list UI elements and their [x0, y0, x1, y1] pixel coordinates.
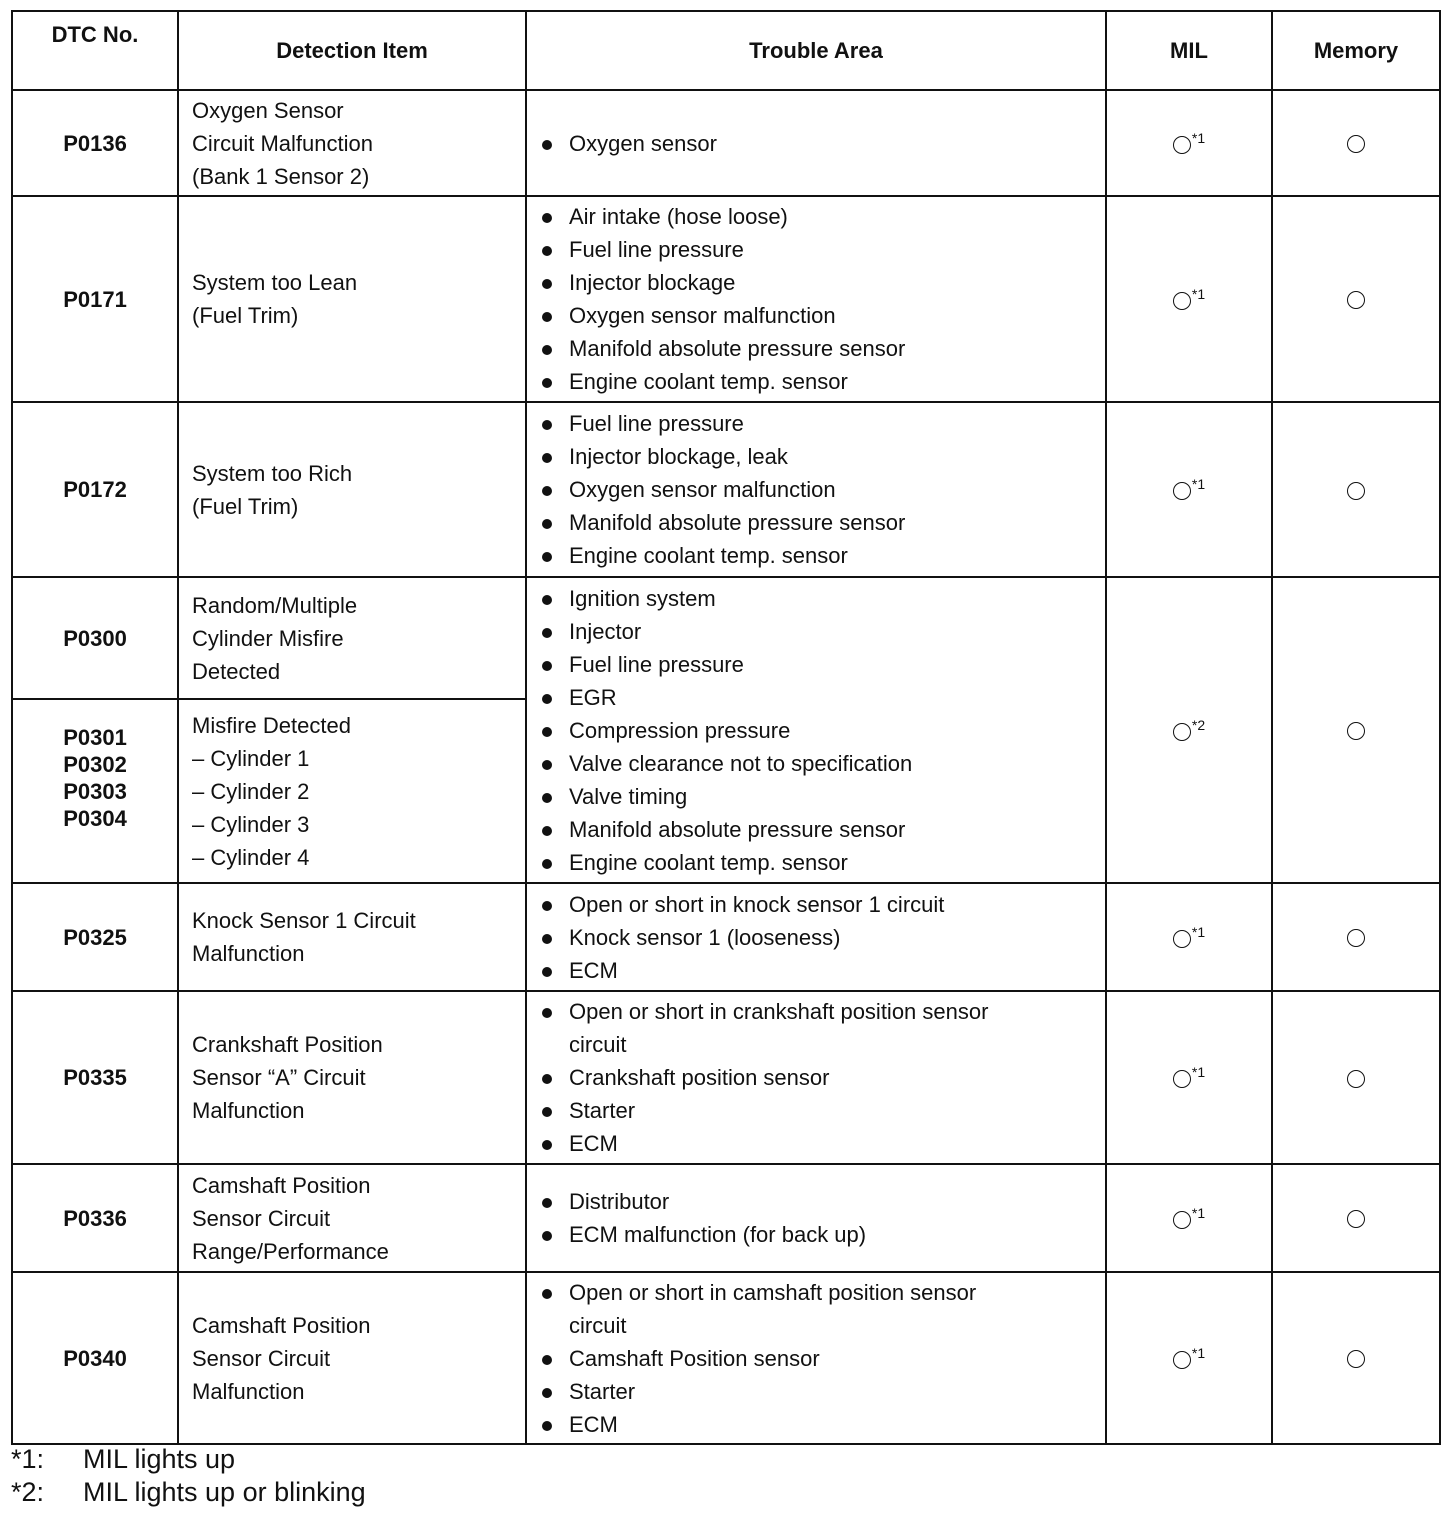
detection-item-cell	[178, 1272, 526, 1444]
table-row	[12, 883, 1440, 991]
trouble-area-item: ECM	[541, 1127, 1105, 1160]
memory-cell	[1272, 1272, 1440, 1444]
dtc-code: P0335	[63, 1065, 127, 1090]
detection-item-line: System too Rich	[192, 460, 353, 486]
mil-footnote-ref: *1	[1191, 1204, 1206, 1221]
trouble-area-item: Engine coolant temp. sensor	[541, 539, 1105, 572]
mil-cell	[1106, 1272, 1272, 1444]
table-row	[12, 196, 1440, 402]
circle-icon	[1347, 1350, 1365, 1368]
trouble-area-item: Injector blockage	[541, 266, 1105, 299]
trouble-area-item: Starter	[541, 1094, 1105, 1127]
mil-footnote-ref: *1	[1191, 285, 1206, 302]
memory-cell	[1272, 991, 1440, 1164]
footnote	[11, 1476, 366, 1509]
memory-cell	[1272, 1164, 1440, 1272]
detection-item-line: Random/Multiple	[192, 592, 358, 618]
dtc-cell	[12, 1164, 178, 1272]
trouble-area-item: ECM	[541, 954, 1105, 987]
detection-item-line: Detected	[192, 658, 281, 684]
footnotes	[11, 1443, 366, 1509]
trouble-area-item: Manifold absolute pressure sensor	[541, 813, 1105, 846]
dtc-cell	[12, 1272, 178, 1444]
mil-cell	[1106, 991, 1272, 1164]
detection-item-line: System too Lean	[192, 270, 358, 295]
circle-icon	[1173, 723, 1191, 741]
mil-footnote-ref: *1	[1191, 1064, 1206, 1080]
trouble-area-item: Open or short in crankshaft position sensor	[541, 995, 1105, 1028]
trouble-area-item: Injector	[541, 615, 1105, 648]
detection-item-cell	[178, 991, 526, 1164]
circle-icon	[1347, 1210, 1365, 1228]
header-dtc: DTC No.	[12, 11, 178, 90]
dtc-cell	[12, 402, 178, 577]
trouble-area-item: Camshaft Position sensor	[541, 1342, 1105, 1375]
trouble-area-item: Knock sensor 1 (looseness)	[541, 921, 1105, 954]
trouble-area-item: Fuel line pressure	[541, 407, 1105, 440]
dtc-code: P0325	[63, 924, 127, 950]
header-mil: MIL	[1106, 11, 1272, 90]
dtc-code: P0171	[63, 286, 127, 312]
trouble-area-cell	[526, 577, 1106, 883]
memory-cell	[1272, 577, 1440, 883]
detection-item-cell	[178, 699, 526, 883]
detection-item-line: Sensor Circuit	[192, 1205, 331, 1231]
header-memory: Memory	[1272, 11, 1440, 90]
trouble-area-item: Oxygen sensor malfunction	[541, 299, 1105, 332]
circle-icon	[1173, 930, 1191, 948]
trouble-area-item-continuation: circuit	[569, 1312, 627, 1338]
trouble-area-item: Starter	[541, 1375, 1105, 1408]
dtc-cell	[12, 90, 178, 196]
detection-item-line: Malfunction	[192, 941, 305, 966]
trouble-area-cell	[526, 1272, 1106, 1444]
trouble-area-item-continuation: circuit	[569, 1032, 627, 1057]
trouble-area-item: Valve timing	[541, 780, 1105, 813]
detection-item-line: (Fuel Trim)	[192, 493, 299, 519]
mil-cell	[1106, 402, 1272, 577]
detection-item-line: (Bank 1 Sensor 2)	[192, 163, 370, 189]
detection-item-line: – Cylinder 2	[192, 778, 310, 804]
trouble-area-cell	[526, 402, 1106, 577]
mil-cell	[1106, 1164, 1272, 1272]
dtc-code: P0340	[63, 1345, 127, 1371]
memory-cell	[1272, 196, 1440, 402]
table-row	[12, 90, 1440, 196]
dtc-code: P0302	[63, 752, 127, 777]
circle-icon	[1173, 1351, 1191, 1369]
dtc-cell	[12, 577, 178, 699]
footnote	[11, 1443, 366, 1476]
circle-icon	[1173, 1211, 1191, 1229]
detection-item-line: – Cylinder 4	[192, 844, 310, 870]
detection-item-cell	[178, 577, 526, 699]
dtc-cell	[12, 883, 178, 991]
trouble-area-item: Crankshaft position sensor	[541, 1061, 1105, 1094]
trouble-area-item: Open or short in knock sensor 1 circuit	[541, 888, 1105, 921]
detection-item-line: Misfire Detected	[192, 712, 351, 738]
circle-icon	[1347, 1070, 1365, 1088]
detection-item-line: Oxygen Sensor	[192, 97, 344, 123]
detection-item-line: – Cylinder 3	[192, 811, 310, 837]
detection-item-line: Sensor Circuit	[192, 1345, 331, 1371]
trouble-area-cell	[526, 883, 1106, 991]
memory-cell	[1272, 883, 1440, 991]
memory-cell	[1272, 90, 1440, 196]
trouble-area-item: ECM	[541, 1408, 1105, 1441]
detection-item-line: Camshaft Position	[192, 1172, 371, 1198]
detection-item-cell	[178, 402, 526, 577]
circle-icon	[1347, 929, 1365, 947]
trouble-area-item: Injector blockage, leak	[541, 440, 1105, 473]
trouble-area-item: Ignition system	[541, 582, 1105, 615]
trouble-area-cell	[526, 90, 1106, 196]
detection-item-cell	[178, 1164, 526, 1272]
footnote-key: *2:	[11, 1477, 45, 1507]
dtc-code: P0303	[63, 779, 127, 804]
footnote-text: MIL lights up	[83, 1444, 236, 1474]
circle-icon	[1347, 291, 1365, 309]
detection-item-line: (Fuel Trim)	[192, 303, 299, 328]
mil-cell	[1106, 577, 1272, 883]
trouble-area-item: Open or short in camshaft position sensor	[541, 1276, 1105, 1309]
trouble-area-cell	[526, 1164, 1106, 1272]
header-detection-item: Detection Item	[178, 11, 526, 90]
detection-item-line: Crankshaft Position	[192, 1032, 383, 1057]
trouble-area-item: ECM malfunction (for back up)	[541, 1218, 1105, 1251]
mil-cell	[1106, 196, 1272, 402]
dtc-code: P0336	[63, 1205, 127, 1231]
table-row	[12, 1164, 1440, 1272]
mil-cell	[1106, 883, 1272, 991]
table-row	[12, 991, 1440, 1164]
mil-footnote-ref: *2	[1191, 716, 1206, 733]
detection-item-cell	[178, 90, 526, 196]
trouble-area-item: Engine coolant temp. sensor	[541, 846, 1105, 879]
table-header-row	[12, 11, 1440, 90]
trouble-area-item: Distributor	[541, 1185, 1105, 1218]
mil-cell	[1106, 90, 1272, 196]
circle-icon	[1173, 482, 1191, 500]
table-row	[12, 402, 1440, 577]
mil-footnote-ref: *1	[1191, 1344, 1206, 1361]
circle-icon	[1347, 482, 1365, 500]
dtc-cell	[12, 699, 178, 883]
trouble-area-item: Engine coolant temp. sensor	[541, 365, 1105, 398]
circle-icon	[1347, 135, 1365, 153]
header-trouble-area: Trouble Area	[526, 11, 1106, 90]
trouble-area-item: Fuel line pressure	[541, 648, 1105, 681]
detection-item-line: Camshaft Position	[192, 1312, 371, 1338]
detection-item-line: Knock Sensor 1 Circuit	[192, 908, 416, 933]
footnote-text: MIL lights up or blinking	[83, 1477, 366, 1507]
detection-item-line: Malfunction	[192, 1378, 305, 1404]
trouble-area-cell	[526, 196, 1106, 402]
mil-footnote-ref: *1	[1191, 129, 1206, 146]
trouble-area-item: Manifold absolute pressure sensor	[541, 332, 1105, 365]
trouble-area-item: Compression pressure	[541, 714, 1105, 747]
circle-icon	[1173, 292, 1191, 310]
dtc-cell	[12, 196, 178, 402]
detection-item-line: Sensor “A” Circuit	[192, 1065, 366, 1090]
detection-item-line: Range/Performance	[192, 1238, 389, 1264]
circle-icon	[1173, 136, 1191, 154]
mil-footnote-ref: *1	[1191, 476, 1206, 492]
detection-item-line: – Cylinder 1	[192, 745, 310, 771]
dtc-code: P0304	[63, 806, 127, 831]
dtc-code: P0172	[63, 477, 127, 502]
trouble-area-cell	[526, 991, 1106, 1164]
circle-icon	[1347, 722, 1365, 740]
dtc-code: P0301	[63, 725, 127, 750]
dtc-table	[11, 10, 1441, 1445]
table-row	[12, 1272, 1440, 1444]
detection-item-line: Malfunction	[192, 1098, 305, 1123]
trouble-area-item: Manifold absolute pressure sensor	[541, 506, 1105, 539]
detection-item-cell	[178, 883, 526, 991]
footnote-key: *1:	[11, 1444, 45, 1474]
circle-icon	[1173, 1070, 1191, 1088]
detection-item-line: Cylinder Misfire	[192, 625, 344, 651]
dtc-code: P0300	[63, 625, 127, 651]
trouble-area-item: EGR	[541, 681, 1105, 714]
detection-item-cell	[178, 196, 526, 402]
trouble-area-item: Fuel line pressure	[541, 233, 1105, 266]
dtc-cell	[12, 991, 178, 1164]
trouble-area-item: Air intake (hose loose)	[541, 200, 1105, 233]
trouble-area-item: Oxygen sensor	[541, 127, 1105, 160]
detection-item-line: Circuit Malfunction	[192, 130, 373, 156]
memory-cell	[1272, 402, 1440, 577]
trouble-area-item: Valve clearance not to specification	[541, 747, 1105, 780]
table-row	[12, 577, 1440, 699]
dtc-code: P0136	[63, 130, 127, 156]
trouble-area-item: Oxygen sensor malfunction	[541, 473, 1105, 506]
mil-footnote-ref: *1	[1191, 923, 1206, 940]
